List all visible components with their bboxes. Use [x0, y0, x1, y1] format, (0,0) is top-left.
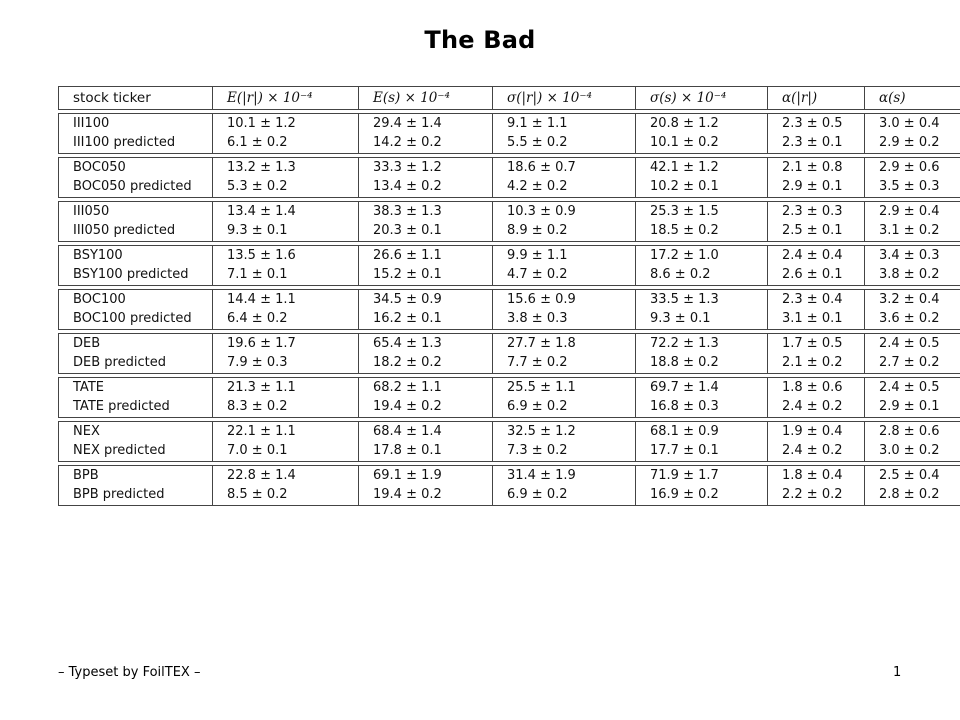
cell-alpha-abs-return: 1.8 ± 0.6 — [782, 380, 843, 395]
cell-std-spread: 17.7 ± 0.1 — [650, 443, 719, 458]
cell-ticker: TATE — [73, 380, 104, 395]
cell-mean-abs-return: 7.0 ± 0.1 — [227, 443, 288, 458]
page-number: 1 — [893, 665, 902, 680]
table-row-group — [58, 377, 960, 418]
cell-alpha-abs-return: 2.4 ± 0.2 — [782, 443, 843, 458]
cell-alpha-spread: 2.9 ± 0.4 — [879, 204, 940, 219]
cell-mean-spread: 68.2 ± 1.1 — [373, 380, 442, 395]
cell-std-abs-return: 8.9 ± 0.2 — [507, 223, 568, 238]
cell-mean-spread: 33.3 ± 1.2 — [373, 160, 442, 175]
cell-std-spread: 8.6 ± 0.2 — [650, 267, 711, 282]
cell-std-abs-return: 18.6 ± 0.7 — [507, 160, 576, 175]
cell-ticker: III100 predicted — [73, 135, 176, 150]
header-alpha-spread: α(s) — [879, 90, 906, 106]
cell-std-abs-return: 15.6 ± 0.9 — [507, 292, 576, 307]
cell-alpha-abs-return: 2.3 ± 0.3 — [782, 204, 843, 219]
cell-alpha-spread: 2.4 ± 0.5 — [879, 380, 940, 395]
table-row-group — [58, 157, 960, 198]
cell-std-spread: 25.3 ± 1.5 — [650, 204, 719, 219]
cell-mean-spread: 19.4 ± 0.2 — [373, 487, 442, 502]
cell-alpha-abs-return: 3.1 ± 0.1 — [782, 311, 843, 326]
cell-alpha-spread: 2.9 ± 0.6 — [879, 160, 940, 175]
cell-alpha-spread: 3.0 ± 0.4 — [879, 116, 940, 131]
cell-std-abs-return: 4.7 ± 0.2 — [507, 267, 568, 282]
cell-mean-spread: 13.4 ± 0.2 — [373, 179, 442, 194]
cell-alpha-spread: 3.6 ± 0.2 — [879, 311, 940, 326]
cell-ticker: DEB — [73, 336, 101, 351]
cell-alpha-abs-return: 2.5 ± 0.1 — [782, 223, 843, 238]
cell-mean-spread: 15.2 ± 0.1 — [373, 267, 442, 282]
cell-mean-spread: 18.2 ± 0.2 — [373, 355, 442, 370]
cell-mean-abs-return: 13.5 ± 1.6 — [227, 248, 296, 263]
cell-mean-abs-return: 13.4 ± 1.4 — [227, 204, 296, 219]
cell-ticker: III050 — [73, 204, 110, 219]
cell-std-spread: 16.9 ± 0.2 — [650, 487, 719, 502]
cell-alpha-spread: 3.8 ± 0.2 — [879, 267, 940, 282]
table-row-group — [58, 113, 960, 154]
cell-alpha-spread: 3.0 ± 0.2 — [879, 443, 940, 458]
cell-mean-abs-return: 8.5 ± 0.2 — [227, 487, 288, 502]
cell-std-spread: 10.1 ± 0.2 — [650, 135, 719, 150]
cell-mean-spread: 34.5 ± 0.9 — [373, 292, 442, 307]
cell-std-abs-return: 6.9 ± 0.2 — [507, 487, 568, 502]
cell-std-spread: 69.7 ± 1.4 — [650, 380, 719, 395]
cell-std-spread: 71.9 ± 1.7 — [650, 468, 719, 483]
table-row-group — [58, 201, 960, 242]
cell-alpha-abs-return: 2.1 ± 0.2 — [782, 355, 843, 370]
cell-std-abs-return: 32.5 ± 1.2 — [507, 424, 576, 439]
cell-alpha-spread: 2.8 ± 0.6 — [879, 424, 940, 439]
cell-std-abs-return: 10.3 ± 0.9 — [507, 204, 576, 219]
cell-std-spread: 9.3 ± 0.1 — [650, 311, 711, 326]
cell-std-spread: 18.5 ± 0.2 — [650, 223, 719, 238]
cell-mean-abs-return: 7.9 ± 0.3 — [227, 355, 288, 370]
cell-mean-abs-return: 21.3 ± 1.1 — [227, 380, 296, 395]
cell-ticker: BOC050 — [73, 160, 126, 175]
table-row-group — [58, 245, 960, 286]
header-mean-abs-return: E(|r|) × 10⁻⁴ — [227, 90, 313, 106]
cell-alpha-spread: 2.5 ± 0.4 — [879, 468, 940, 483]
cell-ticker: NEX predicted — [73, 443, 166, 458]
cell-ticker: DEB predicted — [73, 355, 166, 370]
cell-ticker: III050 predicted — [73, 223, 176, 238]
cell-alpha-spread: 3.2 ± 0.4 — [879, 292, 940, 307]
cell-mean-spread: 68.4 ± 1.4 — [373, 424, 442, 439]
cell-ticker: BOC100 predicted — [73, 311, 192, 326]
cell-std-abs-return: 7.3 ± 0.2 — [507, 443, 568, 458]
header-std-abs-return: σ(|r|) × 10⁻⁴ — [507, 90, 592, 106]
cell-alpha-abs-return: 2.2 ± 0.2 — [782, 487, 843, 502]
cell-mean-abs-return: 13.2 ± 1.3 — [227, 160, 296, 175]
cell-ticker: BSY100 predicted — [73, 267, 189, 282]
cell-alpha-abs-return: 2.4 ± 0.2 — [782, 399, 843, 414]
cell-std-abs-return: 5.5 ± 0.2 — [507, 135, 568, 150]
cell-mean-abs-return: 5.3 ± 0.2 — [227, 179, 288, 194]
cell-std-spread: 16.8 ± 0.3 — [650, 399, 719, 414]
header-std-spread: σ(s) × 10⁻⁴ — [650, 90, 727, 106]
cell-std-abs-return: 25.5 ± 1.1 — [507, 380, 576, 395]
cell-mean-spread: 14.2 ± 0.2 — [373, 135, 442, 150]
cell-alpha-spread: 3.4 ± 0.3 — [879, 248, 940, 263]
cell-alpha-spread: 2.9 ± 0.1 — [879, 399, 940, 414]
cell-std-abs-return: 31.4 ± 1.9 — [507, 468, 576, 483]
cell-ticker: BPB predicted — [73, 487, 165, 502]
cell-alpha-spread: 2.9 ± 0.2 — [879, 135, 940, 150]
cell-mean-spread: 29.4 ± 1.4 — [373, 116, 442, 131]
cell-mean-abs-return: 14.4 ± 1.1 — [227, 292, 296, 307]
cell-std-spread: 18.8 ± 0.2 — [650, 355, 719, 370]
cell-mean-abs-return: 10.1 ± 1.2 — [227, 116, 296, 131]
page-title: The Bad — [424, 26, 536, 54]
cell-mean-abs-return: 8.3 ± 0.2 — [227, 399, 288, 414]
table-row-group — [58, 421, 960, 462]
cell-ticker: BOC100 — [73, 292, 126, 307]
cell-std-abs-return: 3.8 ± 0.3 — [507, 311, 568, 326]
cell-ticker: BSY100 — [73, 248, 123, 263]
cell-mean-abs-return: 9.3 ± 0.1 — [227, 223, 288, 238]
cell-mean-spread: 19.4 ± 0.2 — [373, 399, 442, 414]
cell-alpha-abs-return: 2.3 ± 0.4 — [782, 292, 843, 307]
cell-ticker: BOC050 predicted — [73, 179, 192, 194]
cell-mean-spread: 20.3 ± 0.1 — [373, 223, 442, 238]
cell-alpha-abs-return: 1.9 ± 0.4 — [782, 424, 843, 439]
cell-alpha-spread: 2.7 ± 0.2 — [879, 355, 940, 370]
header-mean-spread: E(s) × 10⁻⁴ — [373, 90, 450, 106]
cell-mean-abs-return: 22.1 ± 1.1 — [227, 424, 296, 439]
table-row-group — [58, 465, 960, 506]
cell-alpha-spread: 2.8 ± 0.2 — [879, 487, 940, 502]
cell-std-spread: 72.2 ± 1.3 — [650, 336, 719, 351]
cell-alpha-abs-return: 2.3 ± 0.1 — [782, 135, 843, 150]
cell-std-spread: 10.2 ± 0.1 — [650, 179, 719, 194]
cell-mean-spread: 26.6 ± 1.1 — [373, 248, 442, 263]
cell-mean-abs-return: 7.1 ± 0.1 — [227, 267, 288, 282]
cell-alpha-abs-return: 2.3 ± 0.5 — [782, 116, 843, 131]
typeset-footer: – Typeset by FoilTEX – — [58, 665, 201, 680]
cell-std-abs-return: 9.9 ± 1.1 — [507, 248, 568, 263]
cell-mean-spread: 65.4 ± 1.3 — [373, 336, 442, 351]
cell-alpha-abs-return: 2.6 ± 0.1 — [782, 267, 843, 282]
cell-std-spread: 42.1 ± 1.2 — [650, 160, 719, 175]
table-header-row — [58, 86, 960, 110]
cell-std-abs-return: 4.2 ± 0.2 — [507, 179, 568, 194]
cell-alpha-abs-return: 1.8 ± 0.4 — [782, 468, 843, 483]
cell-alpha-abs-return: 2.9 ± 0.1 — [782, 179, 843, 194]
cell-alpha-spread: 3.1 ± 0.2 — [879, 223, 940, 238]
cell-std-abs-return: 6.9 ± 0.2 — [507, 399, 568, 414]
header-alpha-abs-return: α(|r|) — [782, 90, 818, 106]
cell-ticker: TATE predicted — [73, 399, 170, 414]
cell-std-spread: 17.2 ± 1.0 — [650, 248, 719, 263]
cell-mean-abs-return: 22.8 ± 1.4 — [227, 468, 296, 483]
cell-ticker: BPB — [73, 468, 99, 483]
cell-std-spread: 20.8 ± 1.2 — [650, 116, 719, 131]
cell-mean-abs-return: 19.6 ± 1.7 — [227, 336, 296, 351]
cell-mean-spread: 16.2 ± 0.1 — [373, 311, 442, 326]
table-row-group — [58, 333, 960, 374]
cell-alpha-abs-return: 2.1 ± 0.8 — [782, 160, 843, 175]
data-table — [58, 86, 960, 506]
cell-alpha-abs-return: 2.4 ± 0.4 — [782, 248, 843, 263]
cell-std-abs-return: 27.7 ± 1.8 — [507, 336, 576, 351]
cell-std-spread: 68.1 ± 0.9 — [650, 424, 719, 439]
cell-ticker: NEX — [73, 424, 100, 439]
cell-mean-spread: 38.3 ± 1.3 — [373, 204, 442, 219]
cell-alpha-spread: 2.4 ± 0.5 — [879, 336, 940, 351]
cell-ticker: III100 — [73, 116, 110, 131]
cell-alpha-abs-return: 1.7 ± 0.5 — [782, 336, 843, 351]
cell-std-abs-return: 7.7 ± 0.2 — [507, 355, 568, 370]
cell-std-spread: 33.5 ± 1.3 — [650, 292, 719, 307]
cell-mean-spread: 69.1 ± 1.9 — [373, 468, 442, 483]
cell-mean-abs-return: 6.4 ± 0.2 — [227, 311, 288, 326]
table-row-group — [58, 289, 960, 330]
cell-alpha-spread: 3.5 ± 0.3 — [879, 179, 940, 194]
cell-std-abs-return: 9.1 ± 1.1 — [507, 116, 568, 131]
cell-mean-spread: 17.8 ± 0.1 — [373, 443, 442, 458]
cell-mean-abs-return: 6.1 ± 0.2 — [227, 135, 288, 150]
header-stock-ticker: stock ticker — [73, 90, 151, 106]
